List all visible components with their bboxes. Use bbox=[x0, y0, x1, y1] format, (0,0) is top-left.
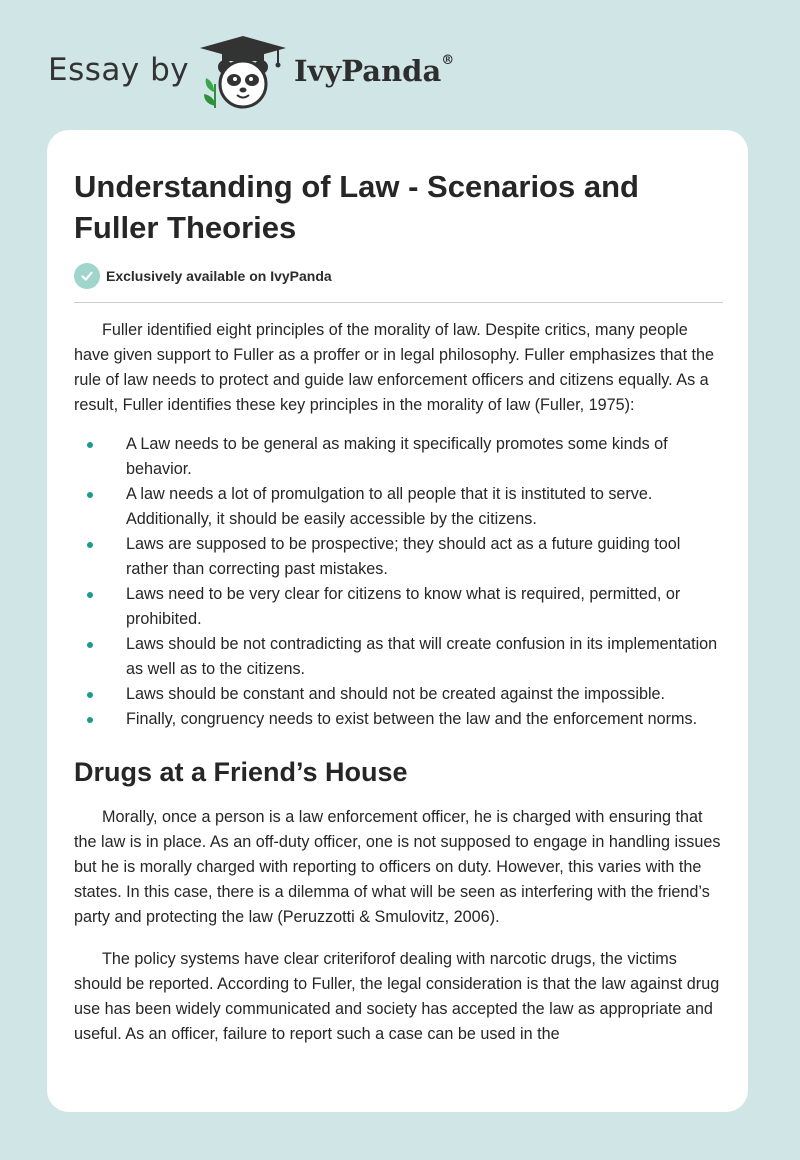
list-item-text: Laws should be constant and should not be created against the impossible. bbox=[126, 685, 666, 703]
bullet-icon bbox=[87, 592, 93, 598]
list-item bbox=[74, 532, 726, 582]
exclusive-label: Exclusively available on IvyPanda bbox=[106, 268, 332, 284]
check-icon bbox=[74, 263, 100, 289]
list-item bbox=[74, 432, 726, 482]
brand-name-text: IvyPanda bbox=[294, 54, 442, 88]
list-item-text: Laws should be not contradicting as that will create confusion in its implementation as well as to the citizens. bbox=[126, 635, 718, 678]
body-paragraph: Morally, once a person is a law enforcement officer, he is charged with ensuring that the law is in place. As an off-duty officer, one is not supposed to engage in handling issues but he is morally charged with reporting to officers on duty. However, this varies with the states. In this case, there is a dilemma of what will be seen as interfering with the friend’s party and protecting the law (Peruzzotti & Smulovitz, 2006). bbox=[74, 808, 721, 926]
panda-logo-icon[interactable] bbox=[198, 34, 288, 110]
brand-name[interactable] bbox=[294, 54, 454, 88]
essay-body bbox=[74, 318, 726, 1047]
body-paragraph: The policy systems have clear criteriforof dealing with narcotic drugs, the victims should be reported. According to Fuller, the legal consideration is that the law against drug use has been widely communicated and society has accepted the law as appropriate and useful. As an officer, failure to report such a case can be used in the bbox=[74, 950, 720, 1043]
list-item bbox=[74, 707, 726, 732]
bullet-icon bbox=[87, 642, 93, 648]
list-item-text: A law needs a lot of promulgation to all people that it is instituted to serve. Additionally, it should be easily accessible by the citizens. bbox=[126, 485, 653, 528]
bullet-icon bbox=[87, 542, 93, 548]
principles-list bbox=[74, 432, 726, 732]
list-item-text: Laws need to be very clear for citizens to know what is required, permitted, or prohibited. bbox=[126, 585, 681, 628]
list-item-text: Laws are supposed to be prospective; they should act as a future guiding tool rather than correcting past mistakes. bbox=[126, 535, 681, 578]
list-item bbox=[74, 582, 726, 632]
essay-card bbox=[47, 130, 748, 1112]
intro-paragraph: Fuller identified eight principles of the morality of law. Despite critics, many people have given support to Fuller as a proffer or in legal philosophy. Fuller emphasizes that the rule of law needs to protect and guide law enforcement officers and citizens equally. As a result, Fuller identifies these key principles in the morality of law (Fuller, 1975): bbox=[74, 321, 715, 414]
section-heading: Drugs at a Friend’s House bbox=[74, 757, 408, 787]
exclusive-badge bbox=[74, 263, 332, 289]
bullet-icon bbox=[87, 442, 93, 448]
bullet-icon bbox=[87, 717, 93, 723]
list-item bbox=[74, 632, 726, 682]
essay-title: Understanding of Law - Scenarios and Fuller Theories bbox=[74, 169, 639, 245]
list-item bbox=[74, 482, 726, 532]
bullet-icon bbox=[87, 492, 93, 498]
list-item-text: A Law needs to be general as making it specifically promotes some kinds of behavior. bbox=[126, 435, 668, 478]
essay-by-label: Essay by bbox=[48, 52, 190, 88]
registered-mark: ® bbox=[441, 53, 455, 69]
site-header bbox=[48, 30, 548, 110]
divider bbox=[74, 302, 723, 303]
bullet-icon bbox=[87, 692, 93, 698]
list-item-text: Finally, congruency needs to exist between the law and the enforcement norms. bbox=[126, 710, 698, 728]
list-item bbox=[74, 682, 726, 707]
